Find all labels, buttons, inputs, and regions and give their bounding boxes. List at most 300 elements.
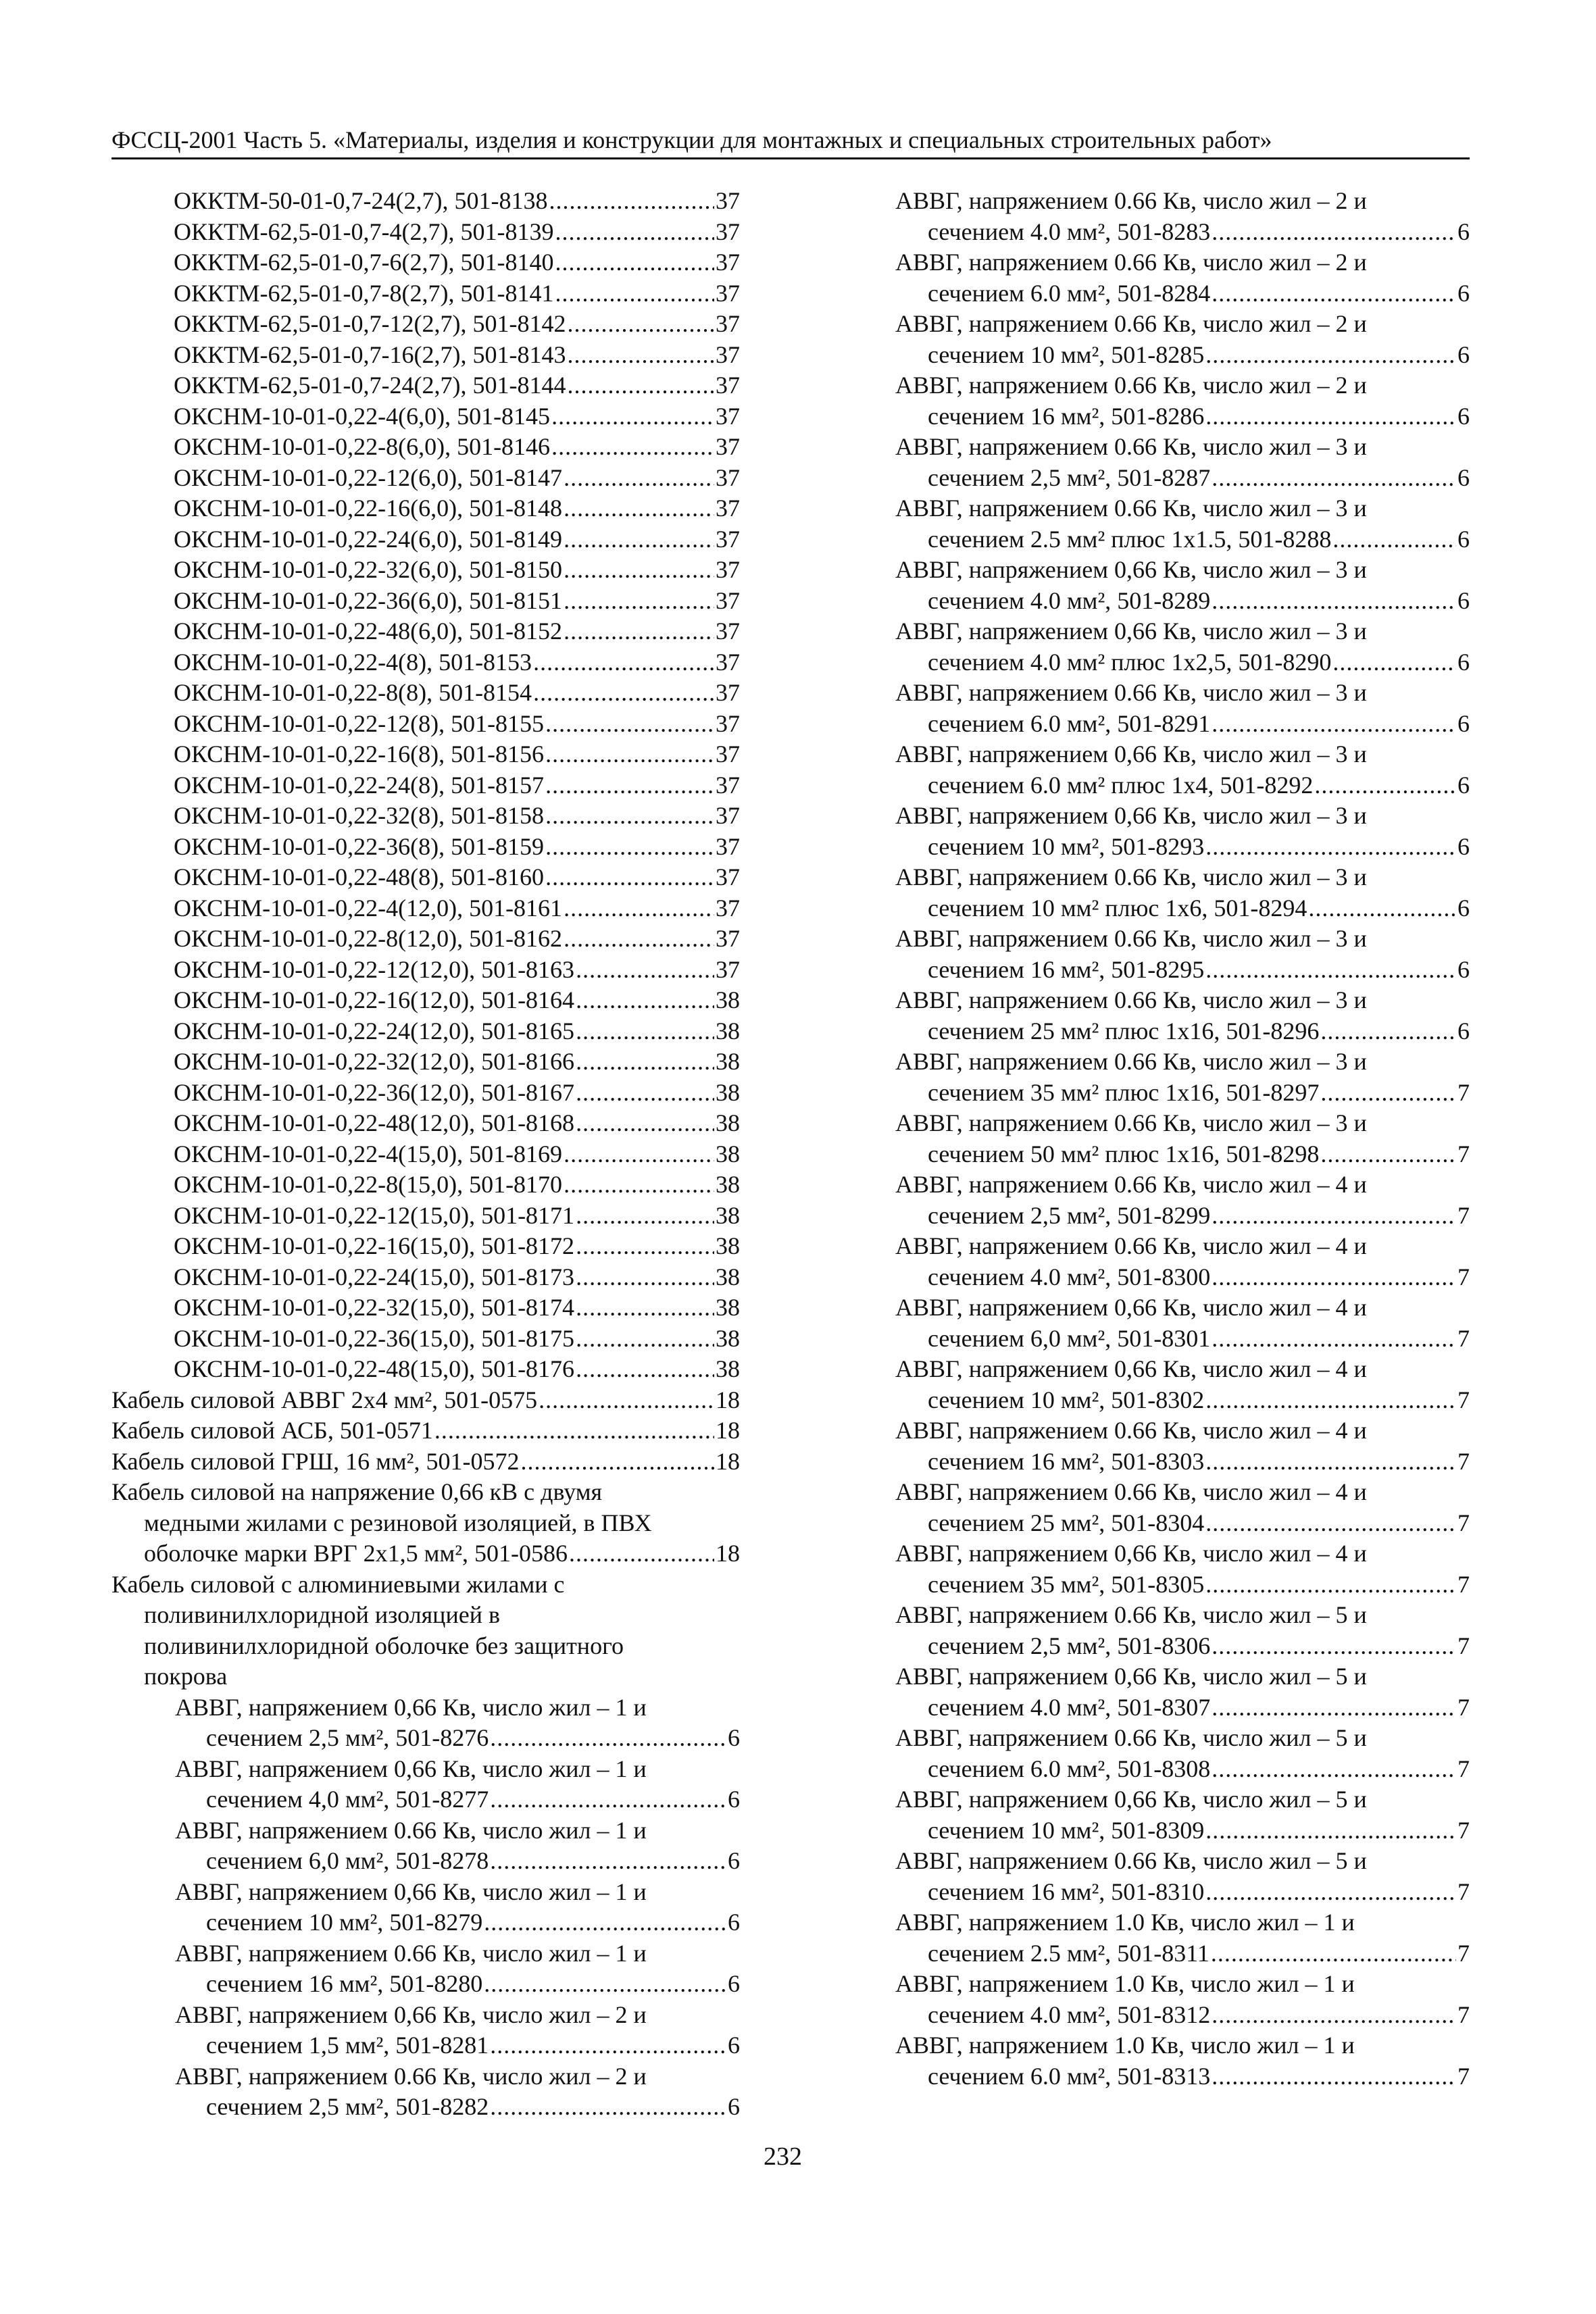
index-entry [111, 709, 740, 740]
dot-leader [545, 832, 714, 863]
index-entry [895, 1508, 1470, 1539]
index-entry-text: АВВГ, напряжением 0.66 Кв, число жил – 3 и [895, 1048, 1367, 1075]
dot-leader [1212, 278, 1456, 309]
index-entry-page: 38 [716, 1171, 740, 1198]
index-entry-text: сечением 16 мм², 501-8310 [928, 1878, 1205, 1905]
index-entry-page: 7 [1457, 1509, 1470, 1536]
index-entry [111, 985, 740, 1016]
index-entry [111, 1815, 740, 1846]
index-entry-text: сечением 4.0 мм², 501-8283 [928, 218, 1211, 245]
index-entry [111, 524, 740, 555]
index-entry [895, 862, 1470, 893]
index-entry [111, 1569, 740, 1601]
index-entry [895, 247, 1470, 278]
dot-leader [533, 647, 714, 678]
index-entry [895, 1877, 1470, 1908]
index-entry [111, 1354, 740, 1385]
index-entry [895, 1692, 1470, 1724]
index-entry-text: АВВГ, напряжением 0.66 Кв, число жил – 3 и [895, 986, 1367, 1013]
index-entry-text: сечением 10 мм², 501-8279 [206, 1909, 483, 1936]
index-entry-page: 37 [716, 310, 740, 337]
index-entry [111, 739, 740, 770]
index-entry-page: 37 [716, 556, 740, 583]
dot-leader [1212, 2061, 1456, 2092]
index-entry-text: ОКСНМ-10-01-0,22-32(8), 501-8158 [174, 802, 545, 829]
index-entry-text: АВВГ, напряжением 0.66 Кв, число жил – 4 и [895, 1478, 1367, 1505]
index-entry-text: ОКСНМ-10-01-0,22-36(15,0), 501-8175 [174, 1324, 575, 1352]
dot-leader [1314, 770, 1456, 801]
index-entry [111, 463, 740, 494]
index-entry [895, 2061, 1470, 2092]
index-entry [895, 1078, 1470, 1109]
index-entry [895, 1292, 1470, 1324]
page-header [111, 125, 1470, 159]
dot-leader [576, 955, 714, 986]
dot-leader [1320, 1139, 1456, 1170]
index-entry-text: АВВГ, напряжением 0,66 Кв, число жил – 4 и [895, 1540, 1367, 1567]
index-entry [111, 955, 740, 986]
index-entry-text: АВВГ, напряжением 0,66 Кв, число жил – 3 и [895, 618, 1367, 645]
dot-leader [564, 1169, 714, 1201]
index-entry-text: сечением 25 мм², 501-8304 [928, 1509, 1205, 1536]
dot-leader [1212, 1692, 1456, 1724]
index-entry-page: 6 [1457, 894, 1470, 922]
index-entry-page: 6 [1457, 341, 1470, 368]
index-entry [111, 1969, 740, 2000]
index-entry-text: ОКСНМ-10-01-0,22-48(12,0), 501-8168 [174, 1109, 575, 1136]
index-entry-page: 6 [1457, 771, 1470, 799]
dot-leader [551, 401, 714, 432]
index-entry [111, 2092, 740, 2123]
dot-leader [1212, 709, 1456, 740]
index-entry [111, 924, 740, 955]
index-entry-text: сечением 4.0 мм², 501-8312 [928, 2001, 1211, 2028]
dot-leader [434, 1415, 714, 1447]
index-entry-text: сечением 50 мм² плюс 1х16, 501-8298 [928, 1140, 1320, 1167]
index-entry-page: 7 [1457, 1447, 1470, 1475]
index-entry-text: АВВГ, напряжением 0,66 Кв, число жил – 3 и [895, 740, 1367, 768]
dot-leader [539, 1385, 714, 1416]
index-entry-page: 7 [1457, 1693, 1470, 1721]
dot-leader [555, 278, 714, 309]
index-entry-page: 6 [1457, 832, 1470, 860]
index-entry-text: АВВГ, напряжением 0.66 Кв, число жил – 3 и [895, 863, 1367, 890]
index-entry [895, 739, 1470, 770]
index-entry-page: 38 [716, 986, 740, 1013]
index-entry-page: 37 [716, 279, 740, 307]
index-entry [111, 1324, 740, 1355]
index-entry-page: 7 [1457, 1755, 1470, 1782]
index-entry-page: 6 [728, 1724, 740, 1751]
index-entry-text: ОКСНМ-10-01-0,22-24(6,0), 501-8149 [174, 525, 563, 553]
dot-leader [1332, 647, 1456, 678]
index-entry-text: АВВГ, напряжением 0.66 Кв, число жил – 5 и [895, 1601, 1367, 1628]
index-entry-text: ОККТМ-62,5-01-0,7-12(2,7), 501-8142 [174, 310, 566, 337]
dot-leader [1205, 1815, 1456, 1846]
index-entry-page: 37 [716, 402, 740, 430]
dot-leader [1212, 1324, 1456, 1355]
index-entry-page: 38 [716, 1355, 740, 1382]
index-entry-text: ОКСНМ-10-01-0,22-4(6,0), 501-8145 [174, 402, 551, 430]
index-entry-text: сечением 4.0 мм², 501-8300 [928, 1263, 1211, 1290]
index-entry-text: АВВГ, напряжением 0,66 Кв, число жил – 5 и [895, 1663, 1367, 1690]
index-entry-text: сечением 4,0 мм², 501-8277 [206, 1786, 489, 1813]
index-entry [111, 1784, 740, 1815]
page-number: 232 [764, 2142, 802, 2171]
dot-leader [576, 1324, 714, 1355]
page-header-title: ФССЦ-2001 Часть 5. «Материалы, изделия и конструкции для монтажных и специальных строительных работ» [111, 126, 1272, 153]
index-entry-page: 18 [716, 1540, 740, 1567]
index-entry [111, 1907, 740, 1938]
index-entry [895, 1723, 1470, 1754]
index-entry-text: сечением 10 мм², 501-8293 [928, 832, 1205, 860]
index-entry [895, 2000, 1470, 2031]
dot-leader [564, 924, 714, 955]
index-entry-page: 7 [1457, 2001, 1470, 2028]
index-entry-text: АВВГ, напряжением 0.66 Кв, число жил – 3 и [895, 679, 1367, 706]
index-entry [111, 555, 740, 586]
index-entry-text: медными жилами с резиновой изоляцией, в ПВХ [144, 1509, 652, 1536]
index-entry-text: АВВГ, напряжением 0,66 Кв, число жил – 1 и [175, 1693, 647, 1721]
index-entry-page: 37 [716, 863, 740, 890]
index-entry-page: 18 [716, 1447, 740, 1475]
index-entry [895, 1385, 1470, 1416]
dot-leader [1308, 893, 1456, 924]
index-entry [111, 340, 740, 371]
index-entry-page: 6 [1457, 648, 1470, 676]
index-entry-page: 6 [728, 2032, 740, 2059]
dot-leader [1205, 401, 1456, 432]
index-entry-page: 38 [716, 1324, 740, 1352]
dot-leader [551, 432, 714, 463]
dot-leader [545, 770, 714, 801]
index-entry-page: 6 [728, 1847, 740, 1874]
index-entry-page: 38 [716, 1140, 740, 1167]
index-entry-text: ОКСНМ-10-01-0,22-48(6,0), 501-8152 [174, 618, 563, 645]
index-entry-page: 38 [716, 1232, 740, 1259]
index-entry-page: 38 [716, 1017, 740, 1045]
dot-leader [1205, 1385, 1456, 1416]
index-entry-text: покрова [144, 1663, 228, 1690]
index-entry [895, 616, 1470, 647]
index-entry [111, 2061, 740, 2092]
dot-leader [576, 1047, 714, 1078]
dot-leader [1205, 1447, 1456, 1478]
index-entry [895, 1016, 1470, 1047]
dot-leader [1205, 340, 1456, 371]
index-entry-text: сечением 2,5 мм², 501-8287 [928, 463, 1211, 491]
index-entry [111, 1877, 740, 1908]
index-entry-text: ОККТМ-50-01-0,7-24(2,7), 501-8138 [174, 187, 548, 214]
index-entry-text: ОКСНМ-10-01-0,22-4(15,0), 501-8169 [174, 1140, 563, 1167]
index-entry-text: АВВГ, напряжением 0,66 Кв, число жил – 2 и [175, 2001, 647, 2028]
index-entry-text: АВВГ, напряжением 0.66 Кв, число жил – 4 и [895, 1417, 1367, 1444]
index-entry [895, 1600, 1470, 1631]
index-entry [111, 370, 740, 401]
index-entry [111, 1078, 740, 1109]
index-entry [111, 832, 740, 863]
index-entry-text: сечением 6,0 мм², 501-8301 [928, 1324, 1211, 1352]
index-entry [111, 1723, 740, 1754]
index-entry [111, 616, 740, 647]
index-entry-page: 7 [1457, 1078, 1470, 1106]
dot-leader [484, 1969, 726, 2000]
index-entry [111, 770, 740, 801]
index-entry-page: 7 [1457, 1632, 1470, 1659]
index-entry-text: АВВГ, напряжением 0.66 Кв, число жил – 3 и [895, 433, 1367, 460]
index-entry [895, 1447, 1470, 1478]
dot-leader [1212, 463, 1456, 494]
index-entry [111, 1415, 740, 1447]
index-entry [111, 1846, 740, 1877]
index-entry [895, 924, 1470, 955]
dot-leader [1205, 1508, 1456, 1539]
dot-leader [555, 217, 714, 248]
index-entry [895, 1969, 1470, 2000]
index-entry [895, 1631, 1470, 1662]
dot-leader [1212, 1754, 1456, 1785]
index-entry-page: 37 [716, 433, 740, 460]
index-entry [111, 432, 740, 463]
index-entry-text: АВВГ, напряжением 0,66 Кв, число жил – 3 и [895, 802, 1367, 829]
index-entry-text: сечением 2,5 мм², 501-8299 [928, 1201, 1211, 1229]
index-entry-page: 7 [1457, 2062, 1470, 2090]
index-entry-page: 37 [716, 894, 740, 922]
index-entry-page: 38 [716, 1201, 740, 1229]
index-entry [111, 1692, 740, 1724]
index-entry-text: сечением 1,5 мм², 501-8281 [206, 2032, 489, 2059]
index-entry [111, 1292, 740, 1324]
index-entry-page: 38 [716, 1109, 740, 1136]
index-entry [111, 1047, 740, 1078]
dot-leader [1212, 217, 1456, 248]
dot-leader [490, 2030, 726, 2061]
index-entry [895, 186, 1470, 217]
index-entry [111, 217, 740, 248]
index-entry [895, 217, 1470, 248]
index-entry-page: 7 [1457, 1816, 1470, 1844]
index-entry-page: 37 [716, 648, 740, 676]
index-entry-page: 37 [716, 249, 740, 276]
index-entry-text: ОКСНМ-10-01-0,22-8(15,0), 501-8170 [174, 1171, 563, 1198]
index-entry-text: ОКСНМ-10-01-0,22-4(12,0), 501-8161 [174, 894, 563, 922]
index-entry [895, 1262, 1470, 1293]
index-entry [111, 186, 740, 217]
index-entry-text: ОКСНМ-10-01-0,22-12(8), 501-8155 [174, 709, 545, 737]
index-entry-text: АВВГ, напряжением 0.66 Кв, число жил – 5 и [895, 1847, 1367, 1874]
index-entry [111, 1631, 740, 1662]
index-entry-page: 37 [716, 187, 740, 214]
index-entry-text: сечением 6.0 мм² плюс 1х4, 501-8292 [928, 771, 1314, 799]
index-entry-text: сечением 6.0 мм², 501-8284 [928, 279, 1211, 307]
index-entry [895, 709, 1470, 740]
index-entry [895, 955, 1470, 986]
index-entry-page: 7 [1457, 1570, 1470, 1598]
dot-leader [520, 1447, 714, 1478]
dot-leader [545, 709, 714, 740]
index-entry-text: Кабель силовой на напряжение 0,66 кВ с двумя [111, 1478, 603, 1505]
index-entry-text: АВВГ, напряжением 0.66 Кв, число жил – 2 и [895, 187, 1367, 214]
index-entry [895, 832, 1470, 863]
dot-leader [564, 524, 714, 555]
index-entry-page: 6 [728, 1970, 740, 1997]
index-entry [111, 1108, 740, 1139]
index-entry-text: АВВГ, напряжением 0,66 Кв, число жил – 1 и [175, 1755, 647, 1782]
index-entry [111, 1538, 740, 1569]
index-entry-text: АВВГ, напряжением 0.66 Кв, число жил – 4 и [895, 1171, 1367, 1198]
dot-leader [564, 586, 714, 617]
index-entry-text: сечением 35 мм² плюс 1х16, 501-8297 [928, 1078, 1320, 1106]
index-entry-text: ОКСНМ-10-01-0,22-36(6,0), 501-8151 [174, 586, 563, 614]
index-entry-text: АВВГ, напряжением 0.66 Кв, число жил – 1 и [175, 1939, 647, 1967]
index-entry-page: 38 [716, 1078, 740, 1106]
index-entry-text: сечением 16 мм², 501-8280 [206, 1970, 483, 1997]
index-entry-text: ОКСНМ-10-01-0,22-24(8), 501-8157 [174, 771, 545, 799]
index-entry-text: ОКСНМ-10-01-0,22-32(15,0), 501-8174 [174, 1294, 575, 1321]
index-entry-text: ОККТМ-62,5-01-0,7-4(2,7), 501-8139 [174, 218, 554, 245]
index-entry-page: 37 [716, 679, 740, 706]
index-entry [895, 893, 1470, 924]
index-entry-text: ОКСНМ-10-01-0,22-8(6,0), 501-8146 [174, 433, 551, 460]
index-entry-text: ОКСНМ-10-01-0,22-24(15,0), 501-8173 [174, 1263, 575, 1290]
index-column-left [111, 186, 740, 2123]
index-entry-page: 6 [1457, 463, 1470, 491]
index-entry-page: 38 [716, 1263, 740, 1290]
dot-leader [545, 862, 714, 893]
index-entry [111, 862, 740, 893]
dot-leader [576, 1354, 714, 1385]
index-entry-page: 37 [716, 525, 740, 553]
index-entry [111, 1385, 740, 1416]
index-entry [111, 1231, 740, 1262]
index-entry [111, 1447, 740, 1478]
index-entry-text: сечением 10 мм², 501-8285 [928, 341, 1205, 368]
index-entry-page: 37 [716, 832, 740, 860]
index-entry [895, 647, 1470, 678]
dot-leader [576, 1201, 714, 1232]
index-entry-page: 7 [1457, 1140, 1470, 1167]
index-entry [111, 1938, 740, 1969]
dot-leader [1212, 2000, 1456, 2031]
index-entry-page: 37 [716, 740, 740, 768]
dot-leader [490, 1784, 726, 1815]
dot-leader [555, 247, 714, 278]
index-entry [111, 1016, 740, 1047]
index-entry-text: АВВГ, напряжением 1.0 Кв, число жил – 1 и [895, 1970, 1355, 1997]
index-entry-text: ОКСНМ-10-01-0,22-48(8), 501-8160 [174, 863, 545, 890]
index-entry-text: АВВГ, напряжением 0,66 Кв, число жил – 3 и [895, 556, 1367, 583]
dot-leader [1205, 1569, 1456, 1601]
index-entry-page: 37 [716, 495, 740, 522]
index-entry-page: 37 [716, 341, 740, 368]
index-entry-text: ОКСНМ-10-01-0,22-36(12,0), 501-8167 [174, 1078, 575, 1106]
index-entry-text: сечением 2,5 мм², 501-8276 [206, 1724, 489, 1751]
index-entry-text: АВВГ, напряжением 0.66 Кв, число жил – 3 и [895, 1109, 1367, 1136]
index-entry-text: ОКСНМ-10-01-0,22-16(15,0), 501-8172 [174, 1232, 575, 1259]
dot-leader [1205, 955, 1456, 986]
index-entry-page: 6 [728, 1786, 740, 1813]
index-entry-text: Кабель силовой АСБ, 501-0571 [111, 1417, 433, 1444]
dot-leader [1211, 1938, 1456, 1969]
index-entry-text: сечением 4.0 мм² плюс 1х2,5, 501-8290 [928, 648, 1332, 676]
dot-leader [576, 1231, 714, 1262]
dot-leader [1320, 1016, 1456, 1047]
index-entry [895, 586, 1470, 617]
index-column-right [895, 186, 1470, 2092]
index-entry [895, 370, 1470, 401]
index-entry [895, 340, 1470, 371]
dot-leader [576, 1292, 714, 1324]
index-entry-text: АВВГ, напряжением 0.66 Кв, число жил – 2 и [895, 310, 1367, 337]
index-entry-text: АВВГ, напряжением 0.66 Кв, число жил – 3 и [895, 495, 1367, 522]
index-entry-text: ОКСНМ-10-01-0,22-36(8), 501-8159 [174, 832, 545, 860]
dot-leader [564, 493, 714, 524]
index-entry-text: сечением 2,5 мм², 501-8306 [928, 1632, 1211, 1659]
dot-leader [576, 1262, 714, 1293]
index-entry-text: ОКСНМ-10-01-0,22-48(15,0), 501-8176 [174, 1355, 575, 1382]
index-entry-text: сечением 6,0 мм², 501-8278 [206, 1847, 489, 1874]
index-entry [895, 555, 1470, 586]
index-entry-text: ОККТМ-62,5-01-0,7-8(2,7), 501-8141 [174, 279, 554, 307]
index-entry [111, 647, 740, 678]
index-entry [895, 278, 1470, 309]
index-entry-page: 7 [1457, 1201, 1470, 1229]
index-entry-text: АВВГ, напряжением 0,66 Кв, число жил – 5 и [895, 1786, 1367, 1813]
index-entry [111, 1477, 740, 1508]
index-entry [895, 770, 1470, 801]
index-entry-page: 6 [1457, 525, 1470, 553]
dot-leader [564, 555, 714, 586]
dot-leader [545, 801, 714, 832]
dot-leader [1332, 524, 1456, 555]
index-entry [895, 2030, 1470, 2061]
dot-leader [1205, 832, 1456, 863]
dot-leader [490, 2092, 726, 2123]
dot-leader [569, 1538, 714, 1569]
index-entry-text: сечением 16 мм², 501-8295 [928, 955, 1205, 983]
index-entry-page: 6 [1457, 955, 1470, 983]
index-entry-text: АВВГ, напряжением 0.66 Кв, число жил – 2 и [895, 249, 1367, 276]
dot-leader [533, 678, 714, 709]
dot-leader [576, 1108, 714, 1139]
index-entry [895, 1324, 1470, 1355]
index-entry [895, 1169, 1470, 1201]
index-entry [895, 1139, 1470, 1170]
index-entry-text: поливинилхлоридной изоляцией в [144, 1601, 500, 1628]
index-entry-page: 7 [1457, 1939, 1470, 1967]
index-entry [895, 432, 1470, 463]
index-entry-text: оболочке марки ВРГ 2х1,5 мм², 501-0586 [144, 1540, 568, 1567]
index-entry-text: ОКСНМ-10-01-0,22-16(12,0), 501-8164 [174, 986, 575, 1013]
index-entry [111, 309, 740, 340]
dot-leader [576, 985, 714, 1016]
dot-leader [567, 370, 714, 401]
index-entry-text: ОКСНМ-10-01-0,22-32(6,0), 501-8150 [174, 556, 563, 583]
dot-leader [484, 1907, 726, 1938]
index-entry-text: ОКСНМ-10-01-0,22-32(12,0), 501-8166 [174, 1048, 575, 1075]
index-entry-page: 37 [716, 618, 740, 645]
index-entry-text: ОКСНМ-10-01-0,22-4(8), 501-8153 [174, 648, 532, 676]
index-entry-text: сечением 6.0 мм², 501-8308 [928, 1755, 1211, 1782]
index-entry [895, 1846, 1470, 1877]
index-entry [111, 1262, 740, 1293]
dot-leader [1212, 1631, 1456, 1662]
index-entry [111, 2030, 740, 2061]
index-entry [111, 247, 740, 278]
dot-leader [545, 739, 714, 770]
index-entry [895, 1415, 1470, 1447]
index-entry [111, 401, 740, 432]
